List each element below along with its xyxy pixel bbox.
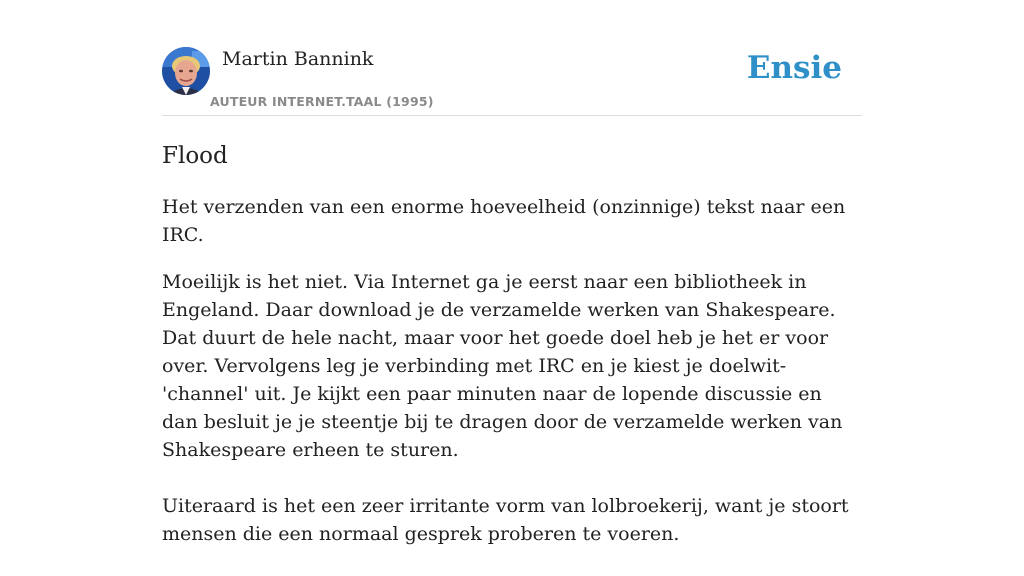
author-name[interactable]: Martin Bannink	[222, 48, 374, 70]
body-paragraph: Moeilijk is het niet. Via Internet ga je eerst naar een bibliotheek in Engeland. Daar download je de verzamelde werken van Shakespeare. Dat duurt de hele nacht, maar voor het goede doel heb je het er voor over. Vervolgens leg je verbinding met IRC en je kiest je doelwit-'channel' uit. Je kijkt een paar minuten naar de lopende discussie en dan besluit je je steentje bij te dragen door de verzamelde werken van Shakespeare erheen te sturen.	[162, 271, 843, 461]
body-paragraph: Uiteraard is het een zeer irritante vorm van lolbroekerij, want je stoort mensen die een normaal gesprek proberen te voeren.	[162, 495, 849, 545]
author-role: AUTEUR INTERNET.TAAL (1995)	[210, 94, 434, 109]
brand-logo[interactable]: Ensie	[746, 50, 842, 86]
author-avatar[interactable]	[162, 47, 210, 95]
entry-definition: Het verzenden van een enorme hoeveelheid (onzinnige) tekst naar een IRC.	[162, 196, 846, 246]
entry-header	[162, 46, 862, 116]
entry-card	[162, 46, 862, 576]
author-photo-image	[162, 47, 210, 95]
entry-term: Flood	[162, 143, 228, 169]
entry-body	[162, 268, 862, 548]
